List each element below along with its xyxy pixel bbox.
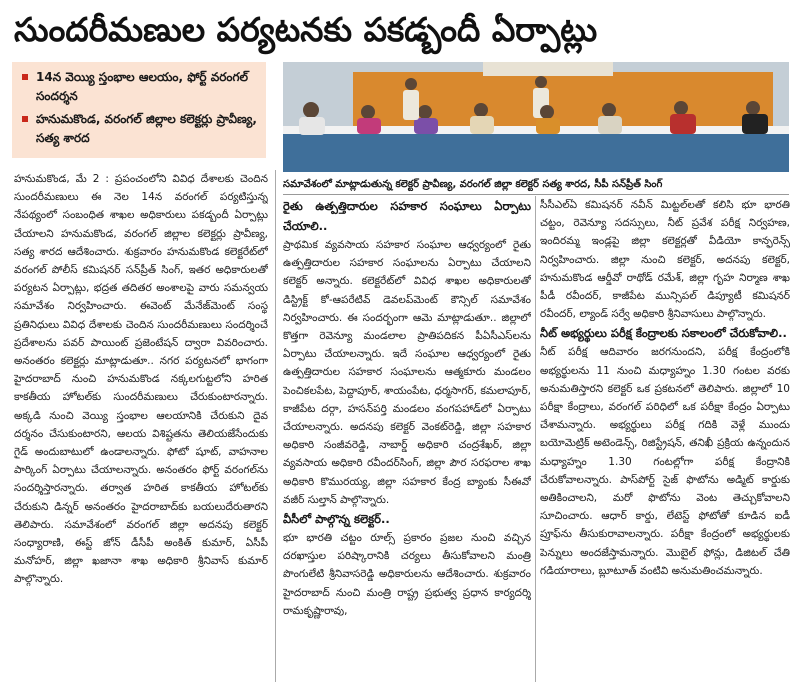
article-paragraph: సీసీఎల్‌ఏ కమిషనర్ నవీన్ మిట్టల్‌లతో కలిసి భూ భారతి చట్టం, రెవెన్యూ సదస్సులు, నీట్ ప్రవేశ పరీక్ష నిర్వహణ, ఇందిరమ్మ ఇండ్లపై జిల్లా కలెక్టర్లతో వీడియో కాన్ఫరెన్స్ నిర్వహించారు. జిల్లా నుంచి కలెక్టర్, అదనపు కలెక్టర్, హనుమకొండ ఆర్డీవో రాథోడ్ రమేశ్, జిల్లా గృహ నిర్మాణ శాఖ పీడీ రవీందర్, కాజీపేట మున్సిపల్ డిప్యూటీ కమిషనర్ రవీందర్, ల్యాండ్ సర్వే అధికారి శ్రీనివాసులు పాల్గొన్నారు. (540, 199, 790, 321)
subheading: వీసీలో పాల్గొన్న కలెక్టర్.. (283, 512, 390, 527)
bullet-icon (22, 116, 28, 122)
article-paragraph: భూ భారతి చట్టం రూల్స్ ప్రకారం ప్రజల నుంచి వచ్చిన దరఖాస్తుల పరిష్కారానికి చర్యలు తీసుకోవాలని మంత్రి పొంగులేటి శ్రీనివాసరెడ్డి అధికారులను ఆదేశించారు. శుక్రవారం హైదరాబాద్ నుంచి మంత్రి రాష్ట్ర ప్రభుత్వ ప్రధాన కార్యదర్శి రామకృష్ణారావు, (283, 532, 531, 617)
subheading: నీట్ అభ్యర్థులు పరీక్ష కేంద్రాలకు సకాలంలో చేరుకోవాలి.. (540, 326, 787, 341)
article-paragraph: ప్రాథమిక వ్యవసాయ సహకార సంఘాల ఆధ్వర్యంలో రైతు ఉత్పత్తిదారుల సహకార సంఘాలను ఏర్పాటు చేయాలని కలెక్టర్ అన్నారు. కలెక్టరేట్‌లో వివిధ శాఖల అధికారులతో డిస్ట్రిక్ట్ కో-ఆపరేటివ్ డెవలప్‌మెంట్ కౌన్సిల్ సమావేశం నిర్వహించారు. ఈ సందర్భంగా ఆమె మాట్లాడుతూ.. జిల్లాలో కొత్తగా రెవెన్యూ మండలాల ప్రాతిపదికన పీఏసీఎస్‌లను ఏర్పాటు చేయాలన్నారు. ఇదే సంఘాల ఆధ్వర్యంలో రైతు ఉత్పత్తిదారుల సహకార సంఘాలను ఆత్మకూరు మండలం పెంచికలపేట, పెద్దాపూర్, శాయంపేట, ధర్మసాగర్, కమలాపూర్, కాజీపేట దర్గా, హసన్‌పర్తి మండలం వంగపహాడ్‌లో ఏర్పాటు చేయాలన్నారు. అదనపు కలెక్టర్ వెంకట్‌రెడ్డి, జిల్లా సహకార అధికారి సంజీవరెడ్డి, నాబార్డ్ అధికారి చంద్రశేఖర్, జిల్లా వ్యవసాయ అధికారి రవీందర్‌సింగ్, జిల్లా పౌర సరఫరాల శాఖ అధికారి కొమురయ్య, జిల్లా సహకార కేంద్ర బ్యాంకు సీఈవో వజీర్ సుల్తాన్ పాల్గొన్నారు. (283, 239, 531, 506)
bullet-icon (22, 74, 28, 80)
highlight-text: 14న వెయ్యి స్తంభాల ఆలయం, ఫోర్ట్ వరంగల్ సందర్శన (36, 70, 248, 103)
column-divider (275, 170, 276, 682)
article-column-3 (540, 196, 790, 682)
highlight-item (22, 68, 258, 106)
article-paragraph: నీట్ పరీక్ష ఆదివారం జరగనుందని, పరీక్ష కేంద్రంలోకి అభ్యర్థులను 11 నుంచి మధ్యాహ్నం 1.30 గంటల వరకు అనుమతిస్తారని కలెక్టర్ ఒక ప్రకటనలో తెలిపారు. జిల్లాలో 10 పరీక్షా కేంద్రాలు, వరంగల్ పరిధిలో ఒక పరీక్షా కేంద్రం ఏర్పాటు చేశామన్నారు. అభ్యర్థులు పరీక్ష గదికి వెళ్లే ముందు బయోమెట్రిక్ అటెండెన్స్, రిజిస్ట్రేషన్, తనిఖీ ప్రక్రియ ఉన్నందున మధ్యాహ్నం 1.30 గంటల్లోగా పరీక్ష కేంద్రానికి చేరుకోవాలన్నారు. పాస్‌పోర్ట్ సైజ్ ఫొటోను అడ్మిట్ కార్డుకు అతికించాలని, మరో ఫొటోను వెంట తెచ్చుకోవాలని సూచించారు. ఆధార్ కార్డు, లేటెస్ట్ ఫోటోతో కూడిన ఐడీ ప్రూఫ్‌ను తీసుకురావాలన్నారు. పరీక్షా కేంద్రంలో అభ్యర్థులకు పెన్నులు అందజేస్తామన్నారు. మొబైల్ ఫోన్లు, డిజిటల్ చేతి గడియారాలు, బ్లూటూత్ వంటివి అనుమతించమన్నారు. (540, 346, 790, 577)
highlights-box (12, 62, 266, 158)
article-column-1 (14, 170, 268, 682)
subheading: రైతు ఉత్పత్తిదారుల సహకార సంఘాలు ఏర్పాటు చేయాలి.. (283, 199, 531, 233)
meeting-photo-image (283, 62, 789, 172)
highlight-text: హనుమకొండ, వరంగల్ జిల్లాల కలెక్టర్లు ప్రావీణ్య, సత్య శారద (36, 112, 257, 145)
column-divider (535, 196, 536, 682)
article-column-2 (283, 196, 531, 682)
photo-caption: సమావేశంలో మాట్లాడుతున్న కలెక్టర్ ప్రావీణ్య, వరంగల్ జిల్లా కలెక్టర్ సత్య శారద, సీపీ సన్‌ప్రీత్ సింగ్ (283, 176, 789, 195)
meeting-photo (283, 62, 789, 172)
article-paragraph: హనుమకొండ, మే 2 : ప్రపంచంలోని వివిధ దేశాలకు చెందిన సుందరీమణులు ఈ నెల 14న వరంగల్ పర్యటిస్తున్న నేపథ్యంలో సంబంధిత శాఖల అధికారులు పకడ్బందీ ఏర్పాట్లు చేయాలని హనుమకొండ, వరంగల్ జిల్లాల కలెక్టర్లు ప్రావీణ్య, సత్య శారద ఆదేశించారు. శుక్రవారం హనుమకొండ కలెక్టరేట్‌లో వరంగల్ పోలీస్ కమిషనర్ సన్‌ప్రీత్ సింగ్, ఇతర అధికారులతో పర్యటన ఏర్పాట్లు, భద్రత తదితర అంశాలపై వారు సమన్వయ సమావేశం నిర్వహించారు. ఈవెంట్ మేనేజ్‌మెంట్ సంస్థ ప్రతినిధులు వివిధ దేశాలకు చెందిన సుందరీమణులు సందర్శించే ప్రదేశాలను పవర్ పాయింట్ ప్రజెంటేషన్ ద్వారా వివరించారు. అనంతరం కలెక్టర్లు మాట్లాడుతూ.. నగర పర్యటనలో భాగంగా హైదరాబాద్ నుంచి హనుమకొండ నక్కలగుట్టలోని హరిత కాకతీయ హోటల్‌కు సుందరీమణులు చేరుకుంటారన్నారు. అక్కడి నుంచి వెయ్యి స్తంభాల ఆలయానికి చేరుకుని దైవ దర్శనం చేసుకుంటారని, ఆలయ విశిష్టతను తెలియజేసేందుకు గైడ్ అందుబాటులో ఉండాలన్నారు. ఫోటో షూట్, వాహనాల పార్కింగ్ ఏర్పాటు చేయాలన్నారు. అనంతరం ఫోర్ట్ వరంగల్‌ను సందర్శిస్తారన్నారు. తర్వాత హరిత కాకతీయ హోటల్‌కు చేరుకుని డిన్నర్ అనంతరం హైదరాబాద్‌కు బయలుదేరుతారని తెలిపారు. సమావేశంలో వరంగల్ జిల్లా అదనపు కలెక్టర్ సంధ్యారాణి, ఈస్ట్ జోన్ డీసీపీ అంకిత్ కుమార్, ఏసీపీ మనోహర్, జిల్లా ఖజానా శాఖ అధికారి శ్రీనివాస్ కుమార్ పాల్గొన్నారు. (14, 173, 268, 586)
highlight-item (22, 110, 258, 148)
article-headline: సుందరీమణుల పర్యటనకు పకడ్బందీ ఏర్పాట్లు (14, 10, 598, 49)
